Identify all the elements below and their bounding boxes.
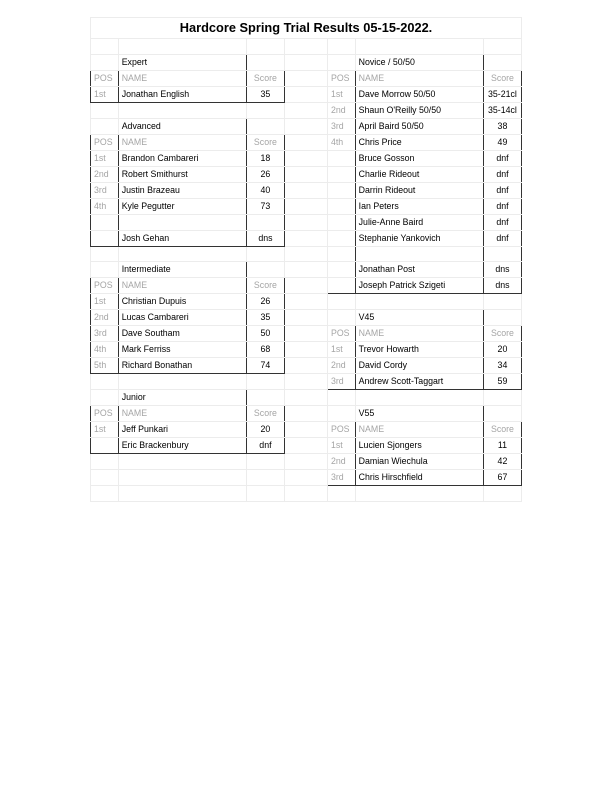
spacer-cell (284, 422, 327, 438)
empty-cell (246, 262, 284, 278)
intermediate-pos-cell: 1st (91, 294, 119, 310)
sheet-row (91, 390, 522, 406)
novice-name-cell: Charlie Rideout (355, 166, 483, 182)
sheet-row (91, 150, 522, 166)
v55-score-cell: 42 (483, 454, 521, 470)
intermediate-pos-cell: 3rd (91, 326, 119, 342)
junior-score-cell: 20 (246, 422, 284, 438)
novice-score-cell: dnf (483, 198, 521, 214)
sheet-row (91, 486, 522, 502)
v45-score-cell: 34 (483, 358, 521, 374)
empty-cell (483, 310, 521, 326)
v45-name-header: NAME (355, 326, 483, 342)
novice-score-cell: 35-21cl (483, 86, 521, 102)
spacer-cell (284, 166, 327, 182)
sheet-row (91, 406, 522, 422)
empty-cell (483, 39, 521, 55)
v45-name-cell: Trevor Howarth (355, 342, 483, 358)
novice-name-cell: Dave Morrow 50/50 (355, 86, 483, 102)
advanced-pos-cell: 3rd (91, 182, 119, 198)
sheet-row (91, 134, 522, 150)
intermediate-pos-header: POS (91, 278, 119, 294)
sheet-row (91, 118, 522, 134)
novice-pos-cell (327, 262, 355, 278)
empty-cell (91, 470, 119, 486)
novice-name-cell (355, 246, 483, 262)
intermediate-section-label: Intermediate (118, 262, 246, 278)
intermediate-score-cell: 68 (246, 342, 284, 358)
v45-pos-cell: 3rd (327, 374, 355, 390)
v45-pos-cell: 1st (327, 342, 355, 358)
empty-cell (327, 486, 355, 502)
advanced-score-cell: 26 (246, 166, 284, 182)
empty-cell (355, 294, 483, 310)
novice-section-label: Novice / 50/50 (355, 54, 483, 70)
novice-name-cell: Julie-Anne Baird (355, 214, 483, 230)
novice-pos-cell (327, 246, 355, 262)
empty-cell (246, 39, 284, 55)
empty-cell (246, 470, 284, 486)
empty-cell (246, 118, 284, 134)
expert-name-header: NAME (118, 70, 246, 86)
spacer-cell (284, 246, 327, 262)
junior-pos-header: POS (91, 406, 119, 422)
intermediate-name-cell: Mark Ferriss (118, 342, 246, 358)
novice-score-cell: dns (483, 278, 521, 294)
empty-cell (118, 246, 246, 262)
junior-score-header: Score (246, 406, 284, 422)
advanced-pos-header: POS (91, 134, 119, 150)
novice-score-cell: 49 (483, 134, 521, 150)
v55-name-cell: Lucien Sjongers (355, 438, 483, 454)
junior-section-label: Junior (118, 390, 246, 406)
intermediate-name-header: NAME (118, 278, 246, 294)
empty-cell (246, 54, 284, 70)
spacer-cell (284, 358, 327, 374)
intermediate-name-cell: Lucas Cambareri (118, 310, 246, 326)
v55-section-label: V55 (355, 406, 483, 422)
spacer-cell (284, 438, 327, 454)
advanced-name-cell: Robert Smithurst (118, 166, 246, 182)
novice-score-cell (483, 246, 521, 262)
junior-name-cell: Jeff Punkari (118, 422, 246, 438)
v55-pos-cell: 1st (327, 438, 355, 454)
advanced-name-cell: Josh Gehan (118, 230, 246, 246)
empty-cell (246, 486, 284, 502)
advanced-name-cell: Kyle Pegutter (118, 198, 246, 214)
novice-score-header: Score (483, 70, 521, 86)
v45-score-header: Score (483, 326, 521, 342)
novice-pos-cell: 1st (327, 86, 355, 102)
sheet-row (91, 18, 522, 39)
spacer-cell (284, 374, 327, 390)
empty-cell (483, 406, 521, 422)
advanced-name-cell: Brandon Cambareri (118, 150, 246, 166)
novice-score-cell: dnf (483, 166, 521, 182)
sheet-row (91, 166, 522, 182)
intermediate-name-cell: Dave Southam (118, 326, 246, 342)
results-sheet (90, 17, 522, 502)
novice-score-cell: dns (483, 262, 521, 278)
empty-cell (327, 54, 355, 70)
sheet-row (91, 342, 522, 358)
spacer-cell (284, 294, 327, 310)
sheet-row (91, 246, 522, 262)
spacer-cell (284, 470, 327, 486)
sheet-row (91, 39, 522, 55)
spacer-cell (284, 86, 327, 102)
sheet-row (91, 230, 522, 246)
novice-name-cell: April Baird 50/50 (355, 118, 483, 134)
sheet-row (91, 294, 522, 310)
empty-cell (327, 390, 355, 406)
v45-name-cell: Andrew Scott-Taggart (355, 374, 483, 390)
novice-name-cell: Jonathan Post (355, 262, 483, 278)
junior-name-cell: Eric Brackenbury (118, 438, 246, 454)
v45-pos-cell: 2nd (327, 358, 355, 374)
v55-pos-cell: 3rd (327, 470, 355, 486)
spacer-cell (284, 182, 327, 198)
empty-cell (118, 486, 246, 502)
empty-cell (91, 390, 119, 406)
spacer-cell (284, 406, 327, 422)
empty-cell (91, 262, 119, 278)
intermediate-score-cell: 35 (246, 310, 284, 326)
sheet-row (91, 262, 522, 278)
advanced-name-cell (118, 214, 246, 230)
empty-cell (327, 39, 355, 55)
novice-score-cell: dnf (483, 150, 521, 166)
advanced-score-cell: dns (246, 230, 284, 246)
empty-cell (91, 118, 119, 134)
empty-cell (118, 454, 246, 470)
spacer-cell (284, 70, 327, 86)
empty-cell (246, 102, 284, 118)
advanced-pos-cell: 1st (91, 150, 119, 166)
empty-cell (483, 486, 521, 502)
novice-pos-header: POS (327, 70, 355, 86)
expert-name-cell: Jonathan English (118, 86, 246, 102)
sheet-row (91, 278, 522, 294)
novice-name-header: NAME (355, 70, 483, 86)
v45-score-cell: 20 (483, 342, 521, 358)
intermediate-name-cell: Christian Dupuis (118, 294, 246, 310)
spacer-cell (284, 150, 327, 166)
spacer-cell (284, 326, 327, 342)
advanced-score-cell (246, 214, 284, 230)
sheet-row (91, 470, 522, 486)
empty-cell (91, 54, 119, 70)
sheet-row (91, 326, 522, 342)
sheet-row (91, 310, 522, 326)
empty-cell (118, 374, 246, 390)
novice-name-cell: Joseph Patrick Szigeti (355, 278, 483, 294)
advanced-pos-cell (91, 230, 119, 246)
empty-cell (246, 454, 284, 470)
empty-cell (327, 294, 355, 310)
results-table (90, 17, 522, 502)
junior-name-header: NAME (118, 406, 246, 422)
sheet-row (91, 358, 522, 374)
advanced-pos-cell: 2nd (91, 166, 119, 182)
novice-pos-cell: 3rd (327, 118, 355, 134)
advanced-name-header: NAME (118, 134, 246, 150)
empty-cell (91, 246, 119, 262)
intermediate-score-cell: 50 (246, 326, 284, 342)
novice-score-cell: 35-14cl (483, 102, 521, 118)
sheet-row (91, 438, 522, 454)
v45-name-cell: David Cordy (355, 358, 483, 374)
novice-name-cell: Chris Price (355, 134, 483, 150)
spacer-cell (284, 454, 327, 470)
novice-name-cell: Stephanie Yankovich (355, 230, 483, 246)
novice-pos-cell: 4th (327, 134, 355, 150)
novice-name-cell: Darrin Rideout (355, 182, 483, 198)
sheet-row (91, 86, 522, 102)
empty-cell (483, 390, 521, 406)
expert-score-header: Score (246, 70, 284, 86)
empty-cell (246, 374, 284, 390)
advanced-pos-cell: 4th (91, 198, 119, 214)
v55-pos-header: POS (327, 422, 355, 438)
v45-section-label: V45 (355, 310, 483, 326)
novice-pos-cell (327, 150, 355, 166)
novice-score-cell: 38 (483, 118, 521, 134)
sheet-row (91, 102, 522, 118)
intermediate-pos-cell: 4th (91, 342, 119, 358)
spacer-cell (284, 310, 327, 326)
novice-pos-cell (327, 230, 355, 246)
sheet-row (91, 70, 522, 86)
v55-score-cell: 67 (483, 470, 521, 486)
expert-pos-cell: 1st (91, 86, 119, 102)
empty-cell (483, 294, 521, 310)
spacer-cell (284, 390, 327, 406)
empty-cell (327, 406, 355, 422)
empty-cell (355, 39, 483, 55)
spacer-cell (284, 39, 327, 55)
junior-pos-cell (91, 438, 119, 454)
spacer-cell (284, 230, 327, 246)
novice-score-cell: dnf (483, 182, 521, 198)
spacer-cell (284, 134, 327, 150)
empty-cell (355, 390, 483, 406)
intermediate-pos-cell: 5th (91, 358, 119, 374)
expert-score-cell: 35 (246, 86, 284, 102)
advanced-score-cell: 40 (246, 182, 284, 198)
sheet-row (91, 198, 522, 214)
novice-pos-cell (327, 166, 355, 182)
spacer-cell (284, 214, 327, 230)
novice-name-cell: Ian Peters (355, 198, 483, 214)
novice-pos-cell: 2nd (327, 102, 355, 118)
empty-cell (483, 54, 521, 70)
junior-score-cell: dnf (246, 438, 284, 454)
empty-cell (327, 310, 355, 326)
novice-pos-cell (327, 214, 355, 230)
empty-cell (246, 246, 284, 262)
advanced-name-cell: Justin Brazeau (118, 182, 246, 198)
v55-name-cell: Chris Hirschfield (355, 470, 483, 486)
novice-pos-cell (327, 198, 355, 214)
novice-pos-cell (327, 278, 355, 294)
empty-cell (118, 470, 246, 486)
expert-pos-header: POS (91, 70, 119, 86)
spacer-cell (284, 198, 327, 214)
empty-cell (91, 374, 119, 390)
novice-name-cell: Shaun O'Reilly 50/50 (355, 102, 483, 118)
empty-cell (355, 486, 483, 502)
expert-section-label: Expert (118, 54, 246, 70)
empty-cell (246, 390, 284, 406)
page-title: Hardcore Spring Trial Results 05-15-2022. (91, 18, 522, 39)
results-table-body (91, 18, 522, 502)
v55-name-cell: Damian Wiechula (355, 454, 483, 470)
novice-pos-cell (327, 182, 355, 198)
spacer-cell (284, 262, 327, 278)
novice-name-cell: Bruce Gosson (355, 150, 483, 166)
empty-cell (91, 454, 119, 470)
spacer-cell (284, 54, 327, 70)
spacer-cell (284, 342, 327, 358)
empty-cell (118, 102, 246, 118)
spacer-cell (284, 278, 327, 294)
spacer-cell (284, 486, 327, 502)
empty-cell (118, 39, 246, 55)
intermediate-pos-cell: 2nd (91, 310, 119, 326)
advanced-pos-cell (91, 214, 119, 230)
advanced-section-label: Advanced (118, 118, 246, 134)
sheet-row (91, 454, 522, 470)
empty-cell (91, 486, 119, 502)
empty-cell (91, 39, 119, 55)
v45-score-cell: 59 (483, 374, 521, 390)
intermediate-score-header: Score (246, 278, 284, 294)
intermediate-name-cell: Richard Bonathan (118, 358, 246, 374)
spacer-cell (284, 102, 327, 118)
junior-pos-cell: 1st (91, 422, 119, 438)
v55-name-header: NAME (355, 422, 483, 438)
advanced-score-cell: 18 (246, 150, 284, 166)
sheet-row (91, 54, 522, 70)
advanced-score-cell: 73 (246, 198, 284, 214)
sheet-row (91, 182, 522, 198)
intermediate-score-cell: 74 (246, 358, 284, 374)
intermediate-score-cell: 26 (246, 294, 284, 310)
sheet-row (91, 374, 522, 390)
v55-score-cell: 11 (483, 438, 521, 454)
spacer-cell (284, 118, 327, 134)
sheet-row (91, 214, 522, 230)
novice-score-cell: dnf (483, 230, 521, 246)
sheet-row (91, 422, 522, 438)
empty-cell (91, 102, 119, 118)
novice-score-cell: dnf (483, 214, 521, 230)
v55-pos-cell: 2nd (327, 454, 355, 470)
v45-pos-header: POS (327, 326, 355, 342)
advanced-score-header: Score (246, 134, 284, 150)
v55-score-header: Score (483, 422, 521, 438)
